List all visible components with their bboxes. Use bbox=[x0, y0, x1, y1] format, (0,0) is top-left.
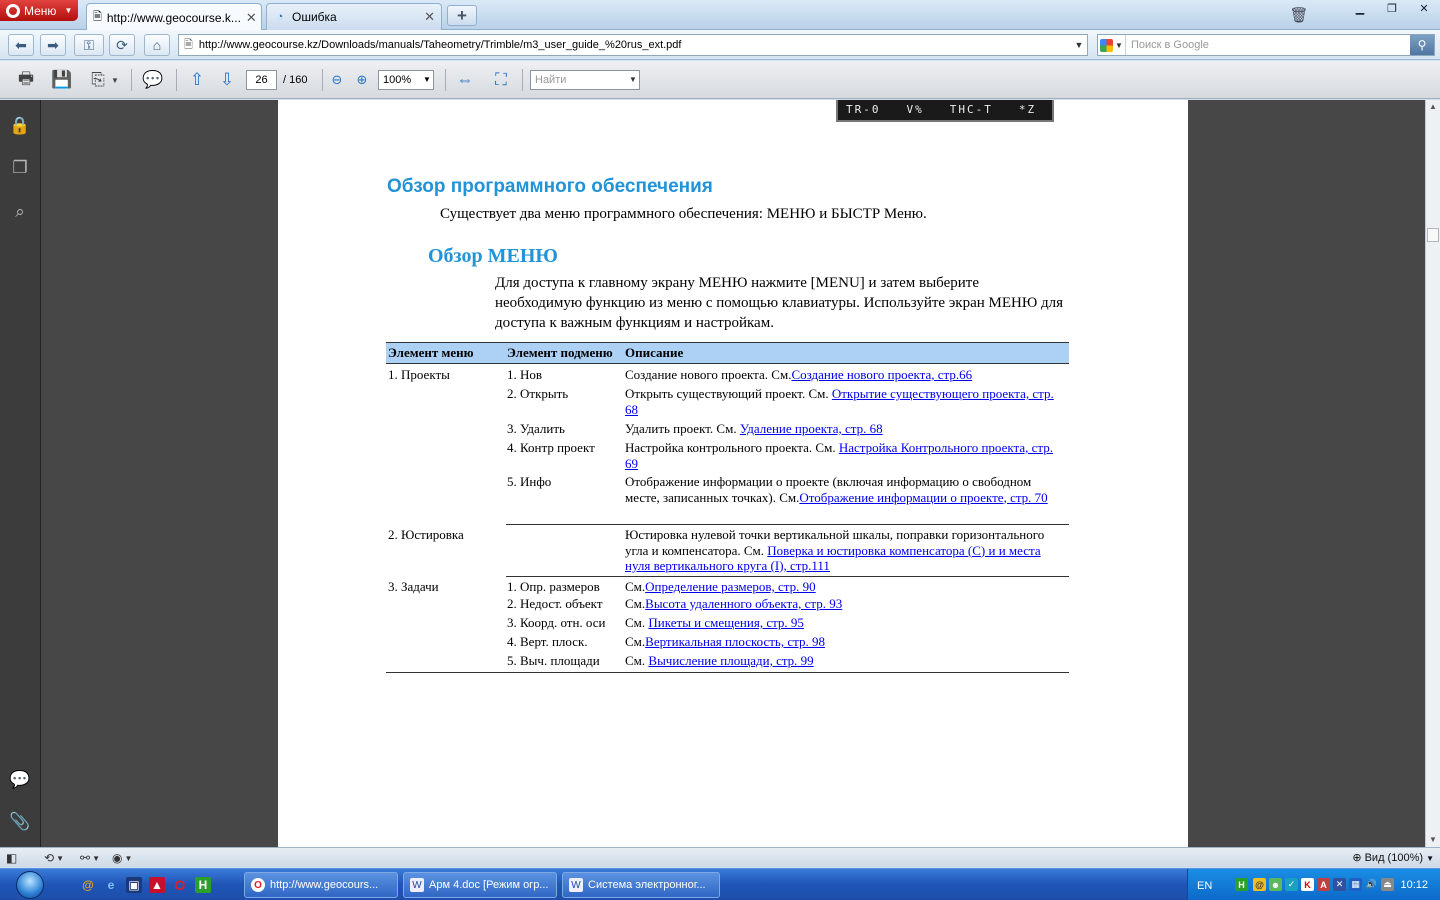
lcd-segment: THC-T bbox=[949, 103, 993, 116]
system-tray bbox=[1187, 869, 1440, 900]
pdf-side-panel bbox=[0, 100, 41, 847]
pdf-viewer[interactable] bbox=[41, 100, 1425, 847]
speaker-mute-icon[interactable]: ✕ bbox=[1333, 878, 1346, 891]
table-row bbox=[386, 421, 1069, 440]
menu-cell bbox=[386, 474, 506, 524]
status-bar bbox=[0, 847, 1440, 867]
page-icon: 🗎 bbox=[93, 11, 102, 23]
submenu-cell: 1. Опр. размеров bbox=[507, 579, 600, 594]
table-row bbox=[386, 634, 1069, 653]
cross-reference-link[interactable]: Пикеты и смещения, стр. 95 bbox=[648, 615, 804, 630]
menu-cell: 2. Юстировка bbox=[388, 527, 464, 542]
lcd-display-image bbox=[836, 100, 1054, 122]
submenu-cell bbox=[506, 527, 625, 576]
close-icon[interactable]: ✕ bbox=[245, 9, 257, 25]
table-header bbox=[386, 342, 1069, 364]
description-text: См. bbox=[625, 615, 649, 630]
volume-icon[interactable]: 🔊 bbox=[1365, 879, 1378, 889]
clock[interactable]: 10:12 bbox=[1400, 879, 1428, 891]
task-title: http://www.geocours... bbox=[270, 879, 379, 891]
tab-title: Ошибка bbox=[292, 10, 337, 24]
tab-error[interactable] bbox=[266, 3, 442, 30]
submenu-cell: 2. Открыть bbox=[507, 386, 569, 401]
reload-button[interactable]: ⟳ bbox=[109, 34, 135, 56]
tab-geocourse[interactable] bbox=[86, 3, 262, 31]
search-icon[interactable]: ⚲ bbox=[1410, 35, 1434, 55]
h-tray-icon[interactable]: H bbox=[1235, 878, 1248, 891]
description-cell bbox=[625, 615, 1069, 634]
back-button[interactable]: ⬅ bbox=[8, 34, 34, 56]
description-cell bbox=[625, 634, 1069, 653]
print-icon[interactable]: 🖶 bbox=[17, 68, 35, 88]
window-controls bbox=[1344, 0, 1440, 16]
submenu-cell: 4. Верт. плоск. bbox=[507, 634, 588, 649]
frog-tray-icon[interactable]: ☻ bbox=[1270, 879, 1281, 890]
section-paragraph: Существует два меню программного обеспечения: МЕНЮ и БЫСТР Меню. bbox=[440, 206, 927, 222]
cross-reference-link[interactable]: Создание нового проекта, стр.66 bbox=[791, 367, 973, 382]
table-row bbox=[386, 577, 1069, 596]
subsection-paragraph: Для доступа к главному экрану МЕНЮ нажмите [MENU] и затем выберите необходимую функцию из меню с помощью клавиатуры. Используйте экран МЕНЮ для доступа к важным функциям и настройкам. bbox=[495, 275, 1064, 331]
task-title: Система электронног... bbox=[588, 879, 706, 891]
trash-icon[interactable]: 🗑 bbox=[1289, 7, 1309, 24]
zoom-in-icon[interactable]: ⊕ bbox=[356, 72, 368, 87]
zoom-select[interactable] bbox=[378, 70, 434, 90]
section-heading: Обзор программного обеспечения bbox=[387, 176, 713, 197]
description-cell bbox=[625, 596, 1069, 615]
submenu-cell: 3. Удалить bbox=[507, 421, 565, 436]
table-row bbox=[386, 367, 1069, 386]
paperclip-icon[interactable]: 📎 bbox=[9, 812, 31, 831]
start-button[interactable] bbox=[0, 869, 60, 900]
divider bbox=[176, 69, 177, 91]
view-label: Вид (100%) bbox=[1364, 852, 1424, 864]
lcd-segment: V% bbox=[906, 103, 924, 116]
submenu-cell: 3. Коорд. отн. оси bbox=[507, 615, 606, 630]
taskbar bbox=[0, 868, 1440, 900]
taskbar-item-opera[interactable] bbox=[244, 872, 398, 898]
description-text: См. bbox=[625, 596, 646, 611]
address-bar[interactable] bbox=[178, 34, 1088, 56]
zoom-value: 100% bbox=[383, 74, 412, 86]
cross-reference-link[interactable]: Вертикальная плоскость, стр. 98 bbox=[645, 634, 825, 649]
divider bbox=[522, 69, 523, 91]
save-icon[interactable]: 💾 bbox=[51, 70, 73, 89]
opera-icon: O bbox=[251, 878, 265, 892]
network-icon[interactable]: ▦ bbox=[1349, 878, 1362, 891]
wand-icon[interactable]: ⚿ bbox=[74, 34, 104, 56]
description-cell bbox=[625, 653, 1069, 672]
table-row bbox=[386, 615, 1069, 634]
menu-cell bbox=[386, 596, 506, 615]
table-row bbox=[386, 525, 1069, 576]
word-icon: W bbox=[410, 878, 424, 892]
submenu-cell: 4. Контр проект bbox=[507, 440, 595, 455]
zoom-out-icon[interactable]: ⊖ bbox=[331, 72, 343, 87]
cross-reference-link[interactable]: Вычисление площади, стр. 99 bbox=[648, 653, 814, 668]
taskbar-item-word[interactable] bbox=[403, 872, 557, 898]
at-tray-icon[interactable]: @ bbox=[1253, 878, 1266, 891]
windows-orb-icon bbox=[16, 871, 44, 899]
description-cell bbox=[625, 367, 1069, 386]
cross-reference-link[interactable]: Высота удаленного объекта, стр. 93 bbox=[645, 596, 843, 611]
description-text: Настройка контрольного проекта. См. bbox=[625, 440, 839, 455]
scroll-down-icon[interactable]: ▼ bbox=[1429, 835, 1437, 844]
description-text: Отображение информации о проекте (включая информацию о свободном месте, записанных точках). См. bbox=[625, 474, 1032, 505]
forward-button[interactable]: ➡ bbox=[40, 34, 66, 56]
close-window-button[interactable]: ✕ bbox=[1419, 2, 1429, 15]
tab-bar bbox=[0, 0, 1440, 30]
table-row bbox=[386, 596, 1069, 615]
cross-reference-link[interactable]: Удаление проекта, стр. 68 bbox=[739, 421, 883, 436]
opera-logo-icon bbox=[6, 4, 20, 18]
description-text: См. bbox=[625, 634, 646, 649]
google-icon bbox=[1100, 39, 1113, 52]
chevron-down-icon: ▼ bbox=[423, 75, 431, 84]
page-icon: 🗎 bbox=[184, 38, 193, 51]
new-tab-button[interactable]: + bbox=[447, 5, 477, 26]
description-cell bbox=[625, 474, 1069, 524]
pdf-toolbar bbox=[0, 61, 1440, 99]
search-placeholder: Поиск в Google bbox=[1131, 39, 1209, 51]
chevron-down-icon: ▼ bbox=[64, 6, 73, 15]
acrobat-icon[interactable]: ▲ bbox=[149, 877, 165, 893]
menu-cell bbox=[386, 634, 506, 653]
chevron-down-icon[interactable]: ▼ bbox=[1074, 40, 1084, 50]
app-icon[interactable]: ▣ bbox=[126, 877, 142, 893]
taskbar-item-system[interactable] bbox=[562, 872, 720, 898]
home-button[interactable]: ⌂ bbox=[144, 34, 170, 56]
search-field[interactable] bbox=[1097, 34, 1435, 56]
description-cell bbox=[625, 421, 1069, 440]
comment-bubble-icon[interactable]: 💬 bbox=[142, 70, 164, 89]
cross-reference-link[interactable]: Определение размеров, стр. 90 bbox=[645, 579, 816, 594]
menu-cell bbox=[386, 615, 506, 634]
cross-reference-link[interactable]: Поверка и юстировка компенсатора (С) и и места нуля вертикального круга (I), стр.111 bbox=[625, 542, 1041, 573]
description-cell bbox=[625, 440, 1069, 474]
find-input[interactable] bbox=[530, 70, 640, 90]
chevron-down-icon: ▼ bbox=[1426, 854, 1434, 863]
description-cell bbox=[625, 386, 1069, 421]
description-cell bbox=[625, 579, 1069, 596]
table-row bbox=[386, 653, 1069, 672]
chevron-down-icon: ▼ bbox=[629, 75, 637, 84]
table-bottom-border bbox=[386, 672, 1069, 673]
lcd-segment: *Z bbox=[1018, 103, 1037, 116]
shield-tray-icon[interactable]: ✓ bbox=[1285, 878, 1298, 891]
page-number-input[interactable]: 26 bbox=[246, 70, 277, 90]
submenu-cell: 1. Нов bbox=[507, 367, 543, 382]
h-app-icon[interactable]: H bbox=[195, 877, 211, 893]
cross-reference-link[interactable]: Отображение информации о проекте, стр. 70 bbox=[799, 489, 1048, 505]
fit-page-icon[interactable]: ⛶ bbox=[495, 70, 507, 89]
panel-toggle-icon[interactable]: ◧ bbox=[6, 851, 18, 865]
word-icon: W bbox=[569, 878, 583, 892]
column-header: Описание bbox=[625, 345, 684, 361]
menu-cell bbox=[386, 421, 506, 440]
comments-icon[interactable]: 💬 bbox=[9, 770, 31, 789]
menu-cell bbox=[386, 440, 506, 474]
tab-title: http://www.geocourse.k... bbox=[106, 10, 241, 25]
language-indicator[interactable]: EN bbox=[1197, 880, 1213, 892]
submenu-cell: 5. Выч. площади bbox=[507, 653, 600, 668]
pages-icon[interactable]: ❐ bbox=[12, 158, 28, 177]
scroll-thumb[interactable] bbox=[1427, 228, 1439, 242]
vertical-scrollbar[interactable] bbox=[1425, 100, 1440, 847]
description-text: Создание нового проекта. См. bbox=[625, 367, 792, 382]
menu-cell bbox=[386, 386, 506, 421]
opera-menu-label: Меню bbox=[24, 3, 57, 18]
lock-icon[interactable]: 🔒 bbox=[9, 116, 31, 135]
binoculars-icon[interactable]: ⌕ bbox=[15, 202, 25, 221]
lcd-segment: TR-0 bbox=[846, 103, 881, 116]
close-icon[interactable]: ✕ bbox=[424, 9, 435, 24]
menu-table bbox=[386, 342, 1069, 673]
menu-cell: 1. Проекты bbox=[388, 367, 450, 382]
description-cell bbox=[625, 527, 1069, 576]
description-text: Открыть существующий проект. См. bbox=[625, 386, 832, 401]
prev-page-icon[interactable]: ⇧ bbox=[189, 70, 205, 89]
description-text: См. bbox=[625, 653, 649, 668]
usb-icon[interactable]: ⏏ bbox=[1381, 878, 1394, 891]
description-text: См. bbox=[625, 579, 646, 594]
menu-cell: 3. Задачи bbox=[388, 579, 439, 594]
share-icon[interactable]: ⎘ bbox=[91, 70, 105, 89]
next-page-icon[interactable]: ⇩ bbox=[219, 70, 235, 89]
page-total: / 160 bbox=[283, 74, 308, 86]
chevron-down-icon[interactable]: ▼ bbox=[111, 75, 119, 85]
antivirus-tray-icon[interactable]: K bbox=[1301, 878, 1314, 891]
mail-icon[interactable]: @ bbox=[82, 878, 94, 892]
description-text: Удалить проект. См. bbox=[625, 421, 740, 436]
minimize-button[interactable]: ▁ bbox=[1355, 2, 1365, 15]
subsection-heading: Обзор МЕНЮ bbox=[428, 245, 558, 267]
scroll-up-icon[interactable]: ▲ bbox=[1429, 102, 1437, 111]
table-row bbox=[386, 474, 1069, 524]
menu-cell bbox=[386, 653, 506, 672]
internet-explorer-icon[interactable]: e bbox=[107, 878, 115, 892]
opera-menu-button[interactable] bbox=[0, 0, 78, 21]
search-engine-selector[interactable]: ▼ bbox=[1098, 35, 1126, 55]
column-header: Элемент меню bbox=[388, 345, 474, 361]
divider bbox=[322, 69, 323, 91]
zoom-icon: ⊕ bbox=[1352, 852, 1362, 864]
app-tray-icon[interactable]: A bbox=[1317, 878, 1330, 891]
unite-icon[interactable]: ⚯ ▼ bbox=[80, 851, 100, 865]
cross-reference-link[interactable]: Настройка Контрольного проекта, стр. 69 bbox=[625, 440, 1053, 471]
restore-button[interactable]: ❐ bbox=[1387, 2, 1397, 15]
divider bbox=[131, 69, 132, 91]
submenu-cell: 5. Инфо bbox=[507, 474, 552, 489]
table-row bbox=[386, 440, 1069, 474]
divider bbox=[445, 69, 446, 91]
submenu-cell: 2. Недост. объект bbox=[507, 596, 603, 611]
error-page-icon: ◔ bbox=[276, 11, 284, 23]
cross-reference-link[interactable]: Открытие существующего проекта, стр. 68 bbox=[625, 386, 1054, 417]
turbo-icon[interactable]: ◉ ▼ bbox=[112, 851, 133, 865]
table-row bbox=[386, 386, 1069, 421]
pdf-page bbox=[278, 100, 1188, 847]
zoom-status[interactable] bbox=[1352, 851, 1434, 864]
task-title: Арм 4.doc [Режим огр... bbox=[429, 879, 549, 891]
column-header: Элемент подменю bbox=[507, 345, 613, 361]
description-text: Юстировка нулевой точки вертикальной шкалы, поправки горизонтального угла и компенсатора. См. bbox=[625, 527, 1045, 558]
find-placeholder: Найти bbox=[535, 74, 567, 86]
address-text: http://www.geocourse.kz/Downloads/manuals/Taheometry/Trimble/m3_user_guide_%20rus_ext.pdf bbox=[198, 39, 682, 51]
fit-width-icon[interactable]: ⇔ bbox=[456, 70, 474, 89]
opera-icon[interactable]: O bbox=[174, 877, 186, 893]
sync-icon[interactable]: ⟲ ▼ bbox=[44, 851, 64, 865]
navigation-bar bbox=[0, 30, 1440, 60]
